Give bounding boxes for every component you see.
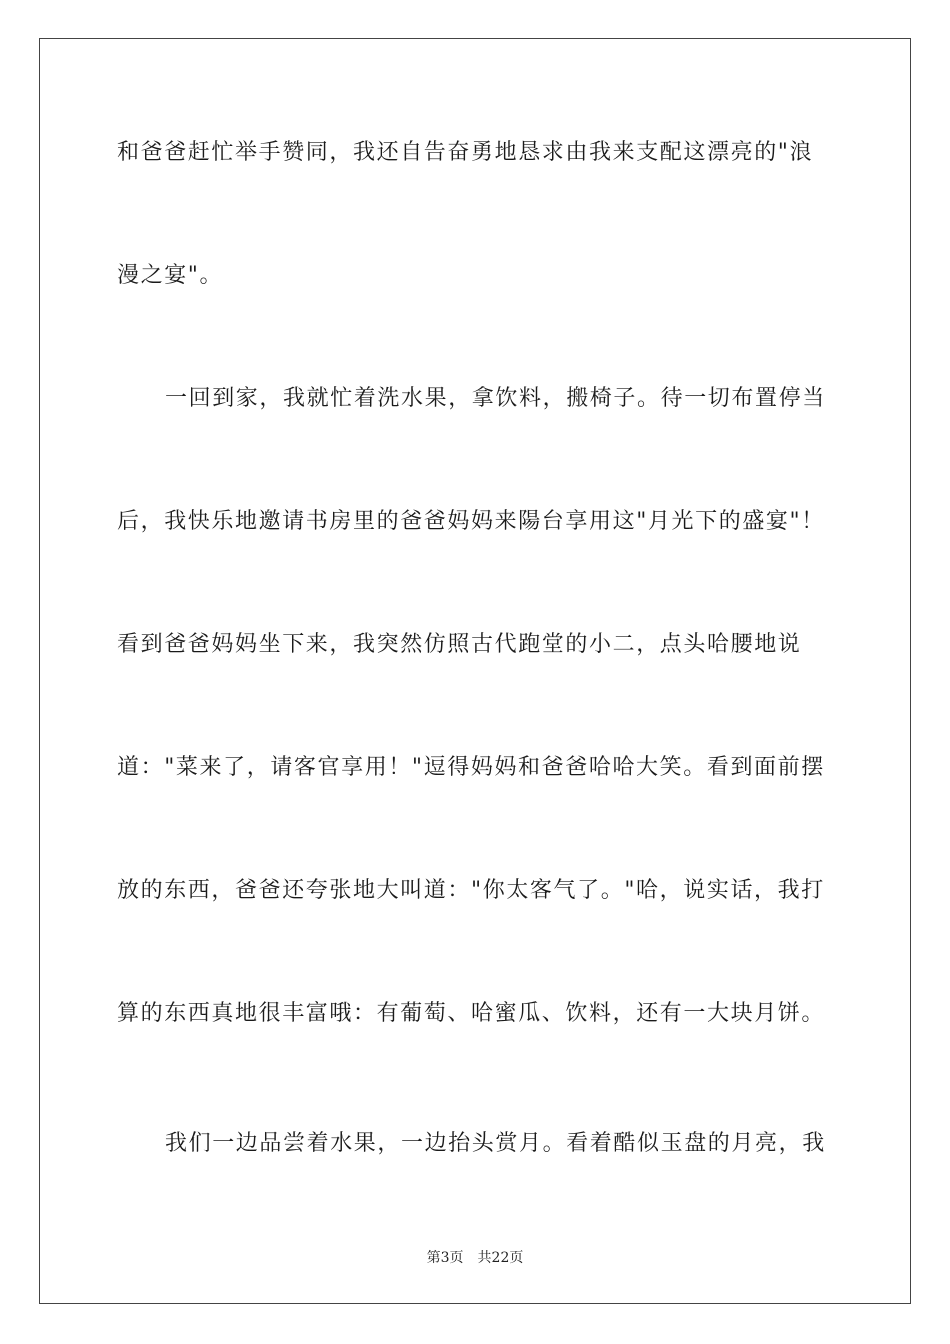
page-number: 第3页 bbox=[426, 1250, 464, 1266]
text-line-3: 一回到家，我就忙着洗水果，拿饮料，搬椅子。待一切布置停当 bbox=[165, 386, 826, 411]
text-line-9: 我们一边品尝着水果，一边抬头赏月。看着酷似玉盘的月亮，我 bbox=[165, 1131, 826, 1156]
text-line-7: 放的东西，爸爸还夸张地大叫道："你太客气了。"哈，说实话，我打 bbox=[117, 878, 825, 903]
page-border bbox=[39, 38, 911, 1304]
text-line-5: 看到爸爸妈妈坐下来，我突然仿照古代跑堂的小二，点头哈腰地说 bbox=[117, 632, 802, 657]
text-line-8: 算的东西真地很丰富哦：有葡萄、哈蜜瓜、饮料，还有一大块月饼。 bbox=[117, 1001, 826, 1026]
text-line-1: 和爸爸赶忙举手赞同，我还自告奋勇地恳求由我来支配这漂亮的"浪 bbox=[117, 140, 814, 165]
text-line-6: 道："菜来了，请客官享用！"逗得妈妈和爸爸哈哈大笑。看到面前摆 bbox=[117, 755, 825, 780]
page-footer bbox=[0, 1248, 950, 1268]
text-line-4: 后，我快乐地邀请书房里的爸爸妈妈来陽台享用这"月光下的盛宴"！ bbox=[117, 509, 825, 534]
text-line-2: 漫之宴"。 bbox=[117, 263, 224, 288]
page-total: 共22页 bbox=[477, 1250, 524, 1266]
